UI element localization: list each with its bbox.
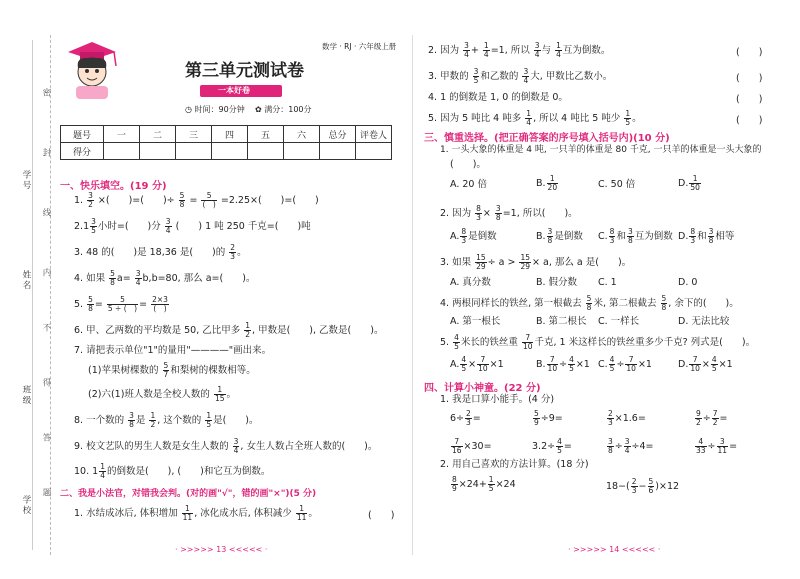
fraction: $\frac{9}{2}$ xyxy=(696,409,701,427)
fraction: $\frac{5}{9}$ xyxy=(534,409,539,427)
q-text: 5. 因为 5 吨比 4 吨多 xyxy=(428,113,522,124)
ribbon-text: 一本好卷 xyxy=(218,86,250,95)
fraction: $\frac{3}{5}$ xyxy=(473,67,479,85)
q-text: 和 xyxy=(697,231,707,242)
q-text: 是 xyxy=(135,415,146,426)
fraction: $\frac{3}{8}$ xyxy=(129,411,134,429)
fraction: $\frac{3}{5}$ xyxy=(91,217,96,235)
q-text: 2.1 xyxy=(74,221,90,232)
q-text: 2. 因为 xyxy=(428,45,460,56)
fraction: $\frac{2}{3}$ xyxy=(608,409,613,427)
q-text: 与 xyxy=(541,45,552,56)
choice-1: 1. 一头大象的体重是 4 吨, 一只羊的体重是 80 千克, 一只羊的体重是一头大象的 xyxy=(440,145,762,155)
q-text: × a, 那么 a 是( )。 xyxy=(532,257,632,268)
calc-1-instruction: 1. 我是口算小能手。(4 分) xyxy=(440,394,555,405)
q-text: (2)六(1)班人数是全校人数的 xyxy=(88,389,210,400)
score-input-cell[interactable] xyxy=(248,143,284,160)
fraction: $\frac{3}{8}$ xyxy=(627,227,633,245)
q-text: 3. 如果 xyxy=(440,257,472,268)
fraction: $\frac{3}{4}$ xyxy=(464,41,469,59)
q-text: B. xyxy=(536,178,546,189)
fraction: $\frac{8}{3}$ xyxy=(609,227,615,245)
question-4 xyxy=(74,270,255,287)
table-cell: 三 xyxy=(176,126,212,143)
q-text: 2. 因为 xyxy=(440,208,472,219)
q-text: C. xyxy=(598,359,608,370)
choice-1-blank[interactable]: ( )。 xyxy=(450,159,486,170)
q-text: , 女生人数占全班人数的( )。 xyxy=(240,441,378,452)
option-d[interactable]: D. $\frac{7}{10}$ × $\frac{4}{5}$ ×1 xyxy=(678,355,733,373)
fraction: $\frac{1}{4}$ xyxy=(526,109,532,127)
option-d[interactable] xyxy=(678,175,702,192)
judge-3 xyxy=(428,68,612,85)
school-label: 学校 xyxy=(21,495,31,516)
option-a[interactable] xyxy=(450,228,497,245)
q-text: 。 xyxy=(632,113,642,124)
table-cell: 一 xyxy=(104,126,140,143)
option-b[interactable] xyxy=(536,175,559,192)
fraction: $\frac{8}{9}$ xyxy=(452,475,457,493)
question-8 xyxy=(74,412,259,429)
fraction: $\frac{4}{5}$ xyxy=(569,355,574,373)
calc-item: 6÷ $\frac{2}{3}$ = xyxy=(450,409,481,427)
answer-blank[interactable]: ( ) xyxy=(368,510,395,521)
option-d[interactable]: D. 无法比较 xyxy=(678,316,730,327)
fraction: $\frac{5}{6}$ xyxy=(648,477,654,495)
fraction: $\frac{7}{10}$ xyxy=(522,333,533,351)
q-text: 的倒数是( ), ( )和它互为倒数。 xyxy=(106,466,271,477)
fraction: $\frac{5}{8}$ xyxy=(110,269,115,287)
fraction: $\frac{5}{8}$ xyxy=(179,191,185,209)
q-text: , 甲数是( ), 乙数是( )。 xyxy=(252,325,384,336)
answer-blank[interactable]: ( ) xyxy=(736,73,763,84)
table-cell: 总分 xyxy=(320,126,356,143)
section-heading: 四、计算小神童。(22 分) xyxy=(424,383,541,394)
q-text: =1, 所以( )。 xyxy=(502,208,578,219)
option-c[interactable]: C. 50 倍 xyxy=(598,179,636,190)
calc-item: $\frac{4}{33}$ ÷ $\frac{3}{11}$ = xyxy=(696,437,738,455)
q-text: 千克, 1 米这样长的铁丝重多少千克? 列式是( )。 xyxy=(534,337,756,348)
mascot-doctor-icon xyxy=(62,38,120,100)
option-a[interactable]: A. 真分数 xyxy=(450,277,491,288)
q-text: 8. 一个数的 xyxy=(74,415,125,426)
award-icon: ✿ xyxy=(255,105,262,114)
question-5 xyxy=(74,296,170,313)
q-text: D. xyxy=(678,178,689,189)
fraction: $\frac{15}{29}$ xyxy=(476,253,486,271)
section-heading: 三、慎重选择。(把正确答案的序号填入括号内)(10 分) xyxy=(424,133,670,144)
score-table xyxy=(60,125,392,160)
q-text: 米长的铁丝重 xyxy=(460,337,518,348)
time-text: 时间：90分钟 xyxy=(194,105,245,114)
q-text: , 余下的( )。 xyxy=(668,298,739,309)
score-input-cell[interactable] xyxy=(356,143,392,160)
q-text: ×( )=( )÷ xyxy=(97,195,175,206)
calc-item: 18−( $\frac{2}{3}$ − $\frac{5}{6}$ )×12 xyxy=(606,477,680,495)
q-text: 6. 甲、乙两数的平均数是 50, 乙比甲多 xyxy=(74,325,241,336)
q-text: (1)苹果树棵数的 xyxy=(88,365,159,376)
fraction: $\frac{3}{8}$ xyxy=(708,227,714,245)
answer-blank[interactable]: ( ) xyxy=(736,94,763,105)
q-text: 。 xyxy=(308,508,318,519)
clock-icon: ◷ xyxy=(185,105,192,114)
q-text: , 所以 4 吨比 5 吨少 xyxy=(533,113,621,124)
q-text: =2.25×( )=( ) xyxy=(220,195,319,206)
answer-blank[interactable]: ( ) xyxy=(736,115,763,126)
fraction: $\frac{1}{4}$ xyxy=(100,462,105,480)
q-text: ( ) xyxy=(175,221,203,232)
student-number-label: 学号 xyxy=(21,170,31,191)
option-d[interactable]: D. 0 xyxy=(678,277,698,288)
subject-tag: 数学 · RJ · 六年级上册 xyxy=(322,42,397,51)
q-text: ÷ a > xyxy=(487,257,516,268)
fraction: $\frac{8}{3}$ xyxy=(461,227,467,245)
q-text: a= xyxy=(116,273,131,284)
q-text: 3. 48 的( )是 18,36 是( )的 xyxy=(74,247,226,258)
q-text: B. xyxy=(536,231,546,242)
table-cell: 题号 xyxy=(61,126,104,143)
q-text: D. xyxy=(678,359,689,370)
q-text: 4. 两根同样长的铁丝, 第一根截去 xyxy=(440,298,582,309)
fraction: $\frac{7}{10}$ xyxy=(478,355,488,373)
fraction: $\frac{1}{5}$ xyxy=(206,411,212,429)
q-text: 小时=( )分 xyxy=(97,221,161,232)
q-text: 4. 如果 xyxy=(74,273,106,284)
fraction: $\frac{2}{3}$ xyxy=(631,477,637,495)
exam-score xyxy=(255,103,312,116)
q-text: , 这个数的 xyxy=(157,415,202,426)
table-cell: 五 xyxy=(248,126,284,143)
seal-char: 答 xyxy=(41,433,51,444)
table-cell: 得分 xyxy=(61,143,104,160)
choice-3 xyxy=(440,254,631,271)
fraction: $\frac{3}{4}$ xyxy=(135,269,141,287)
table-row xyxy=(61,126,392,143)
fraction: $\frac{1}{11}$ xyxy=(182,504,193,522)
fraction: $\frac{8}{3}$ xyxy=(476,204,481,222)
fraction: $\frac{1}{11}$ xyxy=(296,504,307,522)
page-divider xyxy=(412,35,413,555)
score-input-cell[interactable] xyxy=(320,143,356,160)
calc-item: $\frac{8}{9}$ ×24+ $\frac{1}{5}$ ×24 xyxy=(452,475,516,493)
judge-4: 4. 1 的倒数是 1, 0 的倒数是 0。 xyxy=(428,92,568,103)
fraction: $\frac{1}{15}$ xyxy=(214,385,225,403)
fraction: $\frac{1}{4}$ xyxy=(483,41,489,59)
fraction: $\frac{7}{16}$ xyxy=(452,437,462,455)
fraction: $\frac{1}{2}$ xyxy=(150,411,156,429)
fraction: $\frac{3}{2}$ xyxy=(88,191,93,209)
table-cell: 四 xyxy=(212,126,248,143)
choice-4 xyxy=(440,295,739,312)
seal-char: 内 xyxy=(41,268,51,279)
q-text: C. xyxy=(598,231,608,242)
option-a[interactable]: A. 第一根长 xyxy=(450,316,501,327)
judge-2 xyxy=(428,42,610,59)
score-input-cell[interactable] xyxy=(284,143,320,160)
fraction: $\frac{4}{5}$ xyxy=(454,333,459,351)
fraction: $\frac{4}{33}$ xyxy=(696,437,706,455)
seal-char: 不 xyxy=(41,323,51,334)
fraction: $\frac{1}{5}$ xyxy=(488,475,494,493)
fraction: $\frac{4}{5}$ xyxy=(711,355,717,373)
question-7-1 xyxy=(88,362,256,379)
fraction: $\frac{1}{5}$ xyxy=(625,109,631,127)
fraction: $\frac{4}{5}$ xyxy=(461,355,467,373)
fraction: $\frac{5}{( )}$ xyxy=(202,191,216,209)
q-text: 10. 1 xyxy=(74,466,99,477)
fraction: $\frac{1}{4}$ xyxy=(556,41,561,59)
question-7: 7. 请把表示单位"1"的量用"————"画出来。 xyxy=(74,345,272,356)
calc-2-instruction: 2. 用自己喜欢的方法计算。(18 分) xyxy=(440,459,589,470)
fraction: $\frac{3}{8}$ xyxy=(608,437,613,455)
q-text: B. xyxy=(536,359,546,370)
question-3: 3. 48 的( )是 18,36 是( )的 $\frac{2}{3}$ 。 xyxy=(74,243,247,261)
table-cell: 二 xyxy=(140,126,176,143)
fraction: $\frac{3}{8}$ xyxy=(495,204,501,222)
q-text: 5. xyxy=(74,299,84,310)
option-c[interactable]: C. 1 xyxy=(598,277,617,288)
option-c[interactable]: C. $\frac{4}{5}$ ÷ $\frac{7}{10}$ ×1 xyxy=(598,355,652,373)
student-name-label: 姓名 xyxy=(21,270,31,291)
q-text: 9. 校文艺队的男生人数是女生人数的 xyxy=(74,441,229,452)
class-label: 班级 xyxy=(21,385,31,406)
question-2 xyxy=(74,218,311,235)
exam-time xyxy=(185,103,245,116)
calc-item: $\frac{3}{8}$ ÷ $\frac{3}{4}$ ÷4= xyxy=(608,437,654,455)
fraction: $\frac{3}{4}$ xyxy=(624,437,630,455)
score-input-cell[interactable] xyxy=(212,143,248,160)
score-input-cell[interactable] xyxy=(104,143,140,160)
fraction: $\frac{1}{20}$ xyxy=(547,174,558,192)
option-a[interactable]: A. 20 倍 xyxy=(450,179,487,190)
fraction: $\frac{3}{11}$ xyxy=(717,437,728,455)
q-text: 1. xyxy=(74,195,84,206)
question-1 xyxy=(74,192,319,209)
section-heading: 一、快乐填空。(19 分) xyxy=(60,181,167,192)
q-text: = xyxy=(94,299,103,310)
q-text: A. xyxy=(450,231,460,242)
section-heading: 二、我是小法官，对错我会判。(对的画"√"，错的画"×")(5 分) xyxy=(60,489,317,499)
fraction: $\frac{5}{5 \div ( )}$ xyxy=(107,295,138,313)
option-b[interactable]: B. 第二根长 xyxy=(536,316,587,327)
q-text: b,b=80, 那么 a=( )。 xyxy=(142,273,256,284)
seal-char: 线 xyxy=(41,208,51,219)
fraction: $\frac{4}{5}$ xyxy=(557,437,562,455)
judge-1 xyxy=(74,505,318,522)
calc-item: $\frac{2}{3}$ ×1.6= xyxy=(608,409,646,427)
q-text: = xyxy=(139,299,148,310)
q-text: 和 xyxy=(616,231,626,242)
q-text: 是( )。 xyxy=(213,415,259,426)
binding-line xyxy=(50,35,51,555)
fraction: $\frac{7}{2}$ xyxy=(712,409,718,427)
q-text: + xyxy=(470,45,479,56)
q-text: 是倒数 xyxy=(554,231,583,242)
calc-item: $\frac{9}{2}$ ÷ $\frac{7}{2}$ = xyxy=(696,409,728,427)
question-6 xyxy=(74,322,383,339)
calc-item: 3.2÷ $\frac{4}{5}$ = xyxy=(532,437,572,455)
option-a[interactable]: A. $\frac{4}{5}$ × $\frac{7}{10}$ ×1 xyxy=(450,355,504,373)
fraction: $\frac{3}{4}$ xyxy=(233,437,239,455)
answer-blank[interactable]: ( ) xyxy=(736,47,763,58)
q-text: 相等 xyxy=(715,231,735,242)
score-text: 满分：100分 xyxy=(264,105,312,114)
fraction: $\frac{1}{2}$ xyxy=(245,321,251,339)
option-b[interactable]: B. $\frac{7}{10}$ ÷ $\frac{4}{5}$ ×1 xyxy=(536,355,590,373)
seal-char: 密 xyxy=(41,88,51,99)
fraction: $\frac{5}{8}$ xyxy=(88,295,93,313)
q-text: 大, 甲数比乙数小。 xyxy=(530,71,613,82)
fill-line xyxy=(32,40,34,550)
q-text: 互为倒数 xyxy=(634,231,673,242)
fraction: $\frac{15}{29}$ xyxy=(520,253,531,271)
q-text: 1 吨 250 千克=( )吨 xyxy=(205,221,311,232)
page-number-left: · >>>>> 13 <<<<< · xyxy=(175,545,268,554)
table-row xyxy=(61,143,392,160)
seal-char: 得 xyxy=(41,378,51,389)
page-number-right: · >>>>> 14 <<<<< · xyxy=(568,545,661,554)
fraction: $\frac{2\times 3}{( )}$ xyxy=(152,295,168,313)
fraction: $\frac{7}{10}$ xyxy=(547,355,558,373)
fraction: $\frac{5}{8}$ xyxy=(661,294,667,312)
fraction: $\frac{2}{3}$ xyxy=(466,409,471,427)
calc-item: $\frac{5}{9}$ ÷9= xyxy=(534,409,563,427)
option-c[interactable]: C. 一样长 xyxy=(598,316,640,327)
q-text: × xyxy=(482,208,491,219)
fraction: $\frac{3}{4}$ xyxy=(523,67,529,85)
table-cell: 六 xyxy=(284,126,320,143)
q-text: 5. xyxy=(440,337,450,348)
q-text: 和乙数的 xyxy=(480,71,519,82)
q-text: = xyxy=(189,195,198,206)
q-text: 1. 水结成冰后, 体积增加 xyxy=(74,508,178,519)
fraction: $\frac{7}{10}$ xyxy=(626,355,636,373)
fraction: $\frac{8}{3}$ xyxy=(690,227,696,245)
fraction: $\frac{3}{8}$ xyxy=(547,227,553,245)
fraction: $\frac{1}{50}$ xyxy=(690,174,700,192)
q-text: D. xyxy=(678,231,689,242)
q-text: 3. 甲数的 xyxy=(428,71,469,82)
calc-item: $\frac{7}{16}$ ×30= xyxy=(452,437,492,455)
fraction: $\frac{5}{8}$ xyxy=(586,294,592,312)
question-9 xyxy=(74,438,377,455)
judge-5 xyxy=(428,110,642,127)
question-7-2: (2)六(1)班人数是全校人数的 $\frac{1}{15}$ 。 xyxy=(88,385,237,403)
q-text: 和梨树的棵数相等。 xyxy=(170,365,256,376)
score-input-cell[interactable] xyxy=(140,143,176,160)
fraction: $\frac{5}{7}$ xyxy=(163,361,169,379)
question-10 xyxy=(74,463,270,480)
q-text: , 冰化成水后, 体积减少 xyxy=(194,508,292,519)
seal-char: 题 xyxy=(41,488,51,499)
page-title: 第三单元测试卷 xyxy=(185,61,304,81)
q-text: 是倒数 xyxy=(468,231,497,242)
q-text: 互为倒数。 xyxy=(562,45,611,56)
table-cell: 评卷人 xyxy=(356,126,392,143)
option-b[interactable]: B. 假分数 xyxy=(536,277,578,288)
option-d[interactable] xyxy=(678,228,734,245)
fraction: $\frac{2}{3}$ xyxy=(230,243,236,261)
q-text: =1, 所以 xyxy=(490,45,530,56)
fraction: $\frac{4}{5}$ xyxy=(609,355,615,373)
score-input-cell[interactable] xyxy=(176,143,212,160)
fraction: $\frac{7}{10}$ xyxy=(690,355,700,373)
q-text: 米, 第二根截去 xyxy=(593,298,657,309)
choice-5 xyxy=(440,334,755,351)
fraction: $\frac{3}{4}$ xyxy=(165,217,171,235)
choice-2 xyxy=(440,205,578,222)
fraction: $\frac{3}{4}$ xyxy=(534,41,540,59)
option-c[interactable] xyxy=(598,228,673,245)
option-b[interactable] xyxy=(536,228,583,245)
q-text: A. xyxy=(450,359,460,370)
seal-char: 封 xyxy=(41,148,51,159)
